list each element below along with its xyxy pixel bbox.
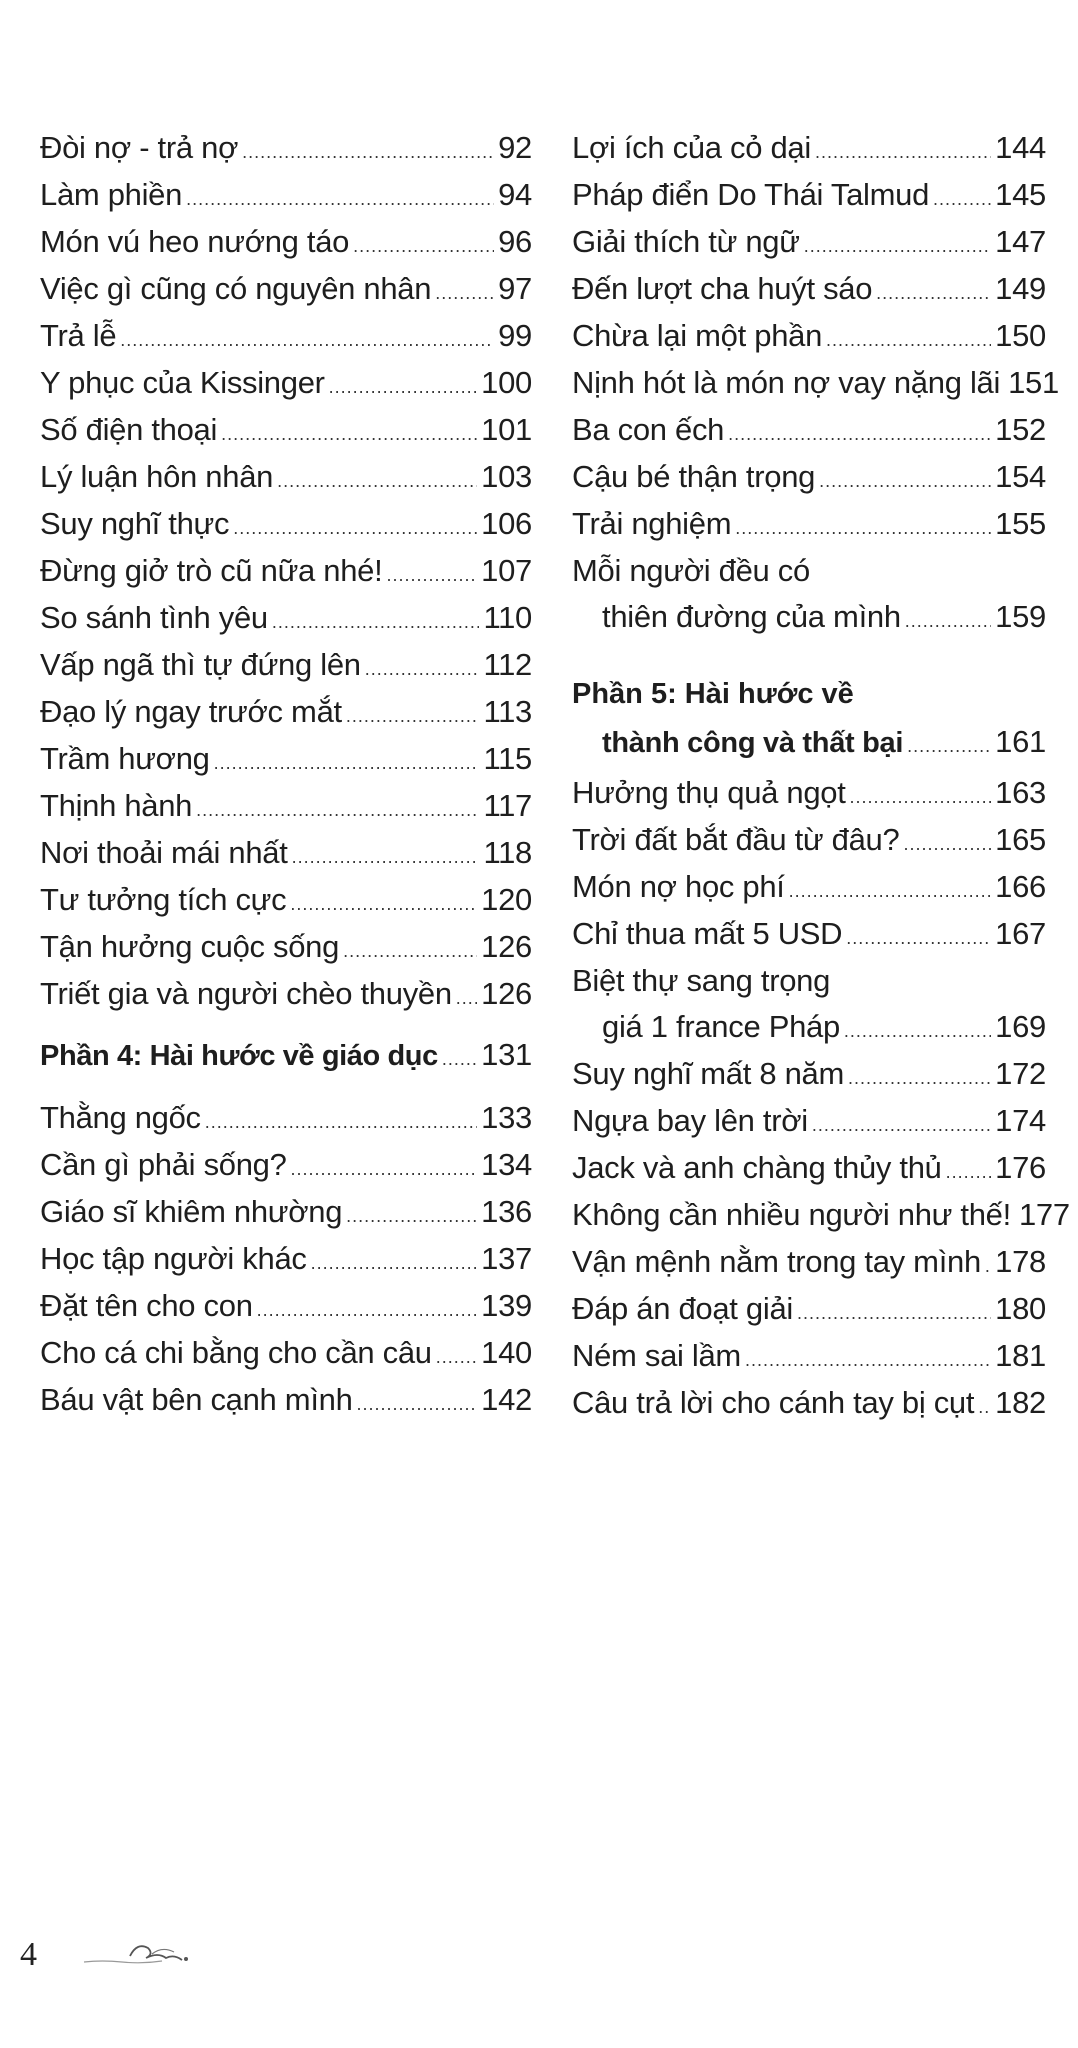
entry-page: 154 — [995, 459, 1046, 494]
toc-entry — [572, 1050, 1046, 1097]
entry-title: Làm phiền — [40, 177, 183, 212]
entry-title: Việc gì cũng có nguyên nhân — [40, 271, 432, 306]
toc-entry — [40, 1188, 532, 1235]
toc-entry — [40, 547, 532, 594]
entry-page: 139 — [481, 1288, 532, 1323]
entry-title: Trầm hương — [40, 741, 210, 776]
entry-title: Món nợ học phí — [572, 869, 785, 904]
entry-page: 169 — [995, 1009, 1046, 1044]
toc-entry — [40, 265, 532, 312]
entry-title-line2: thiên đường của mình — [602, 599, 901, 634]
entry-title: Ba con ếch — [572, 412, 725, 447]
toc-entry — [572, 1332, 1046, 1379]
entry-title: Tư tưởng tích cực — [40, 882, 287, 917]
toc-entry — [40, 829, 532, 876]
entry-title: Giải thích từ ngữ — [572, 224, 800, 259]
leader-dots — [819, 458, 991, 505]
entry-page: 110 — [483, 600, 532, 635]
entry-title: Ném sai lầm — [572, 1338, 741, 1373]
toc-entry — [40, 970, 532, 1017]
entry-title: Đạo lý ngay trước mắt — [40, 694, 342, 729]
entry-title: Suy nghĩ thực — [40, 506, 230, 541]
leader-dots — [789, 868, 992, 915]
entry-title: Thịnh hành — [40, 788, 193, 823]
leader-dots — [291, 1146, 478, 1193]
toc-entry — [572, 312, 1046, 359]
toc-entry — [40, 171, 532, 218]
entry-page: 176 — [995, 1150, 1046, 1185]
entry-page: 151 — [1008, 365, 1059, 400]
leader-dots — [848, 1055, 991, 1102]
entry-page: 117 — [483, 788, 532, 823]
leader-dots — [272, 599, 480, 646]
leader-dots — [735, 505, 991, 552]
toc-entry — [572, 218, 1046, 265]
entry-title-line1: Mỗi người đều có — [572, 553, 810, 588]
entry-title: Đến lượt cha huýt sáo — [572, 271, 873, 306]
leader-dots — [797, 1290, 991, 1337]
entry-page: 142 — [481, 1382, 532, 1417]
leader-dots — [343, 928, 477, 975]
leader-dots — [850, 774, 992, 821]
entry-page: 147 — [995, 224, 1046, 259]
leader-dots — [804, 223, 991, 270]
entry-page: 115 — [483, 741, 532, 776]
toc-entry-multiline — [572, 957, 1046, 1050]
leader-dots — [728, 411, 991, 458]
toc-entry — [40, 876, 532, 923]
entry-page: 167 — [995, 916, 1046, 951]
entry-page: 120 — [481, 882, 532, 917]
entry-page: 182 — [995, 1385, 1046, 1420]
toc-entry — [572, 265, 1046, 312]
entry-title: Ngựa bay lên trời — [572, 1103, 808, 1138]
entry-title: Tận hưởng cuộc sống — [40, 929, 340, 964]
entry-title: Không cần nhiều người như thế! — [572, 1197, 1011, 1232]
entry-title: Trải nghiệm — [572, 506, 732, 541]
leader-dots — [365, 646, 480, 693]
toc-entry — [572, 816, 1046, 863]
toc-entry — [572, 769, 1046, 816]
entry-page: 103 — [481, 459, 532, 494]
entry-title: Thằng ngốc — [40, 1100, 201, 1135]
toc-entry — [40, 359, 532, 406]
entry-page: 165 — [995, 822, 1046, 857]
leader-dots — [277, 458, 477, 505]
toc-right-column — [572, 124, 1070, 1426]
entry-page: 152 — [995, 412, 1046, 447]
entry-page: 145 — [995, 177, 1046, 212]
entry-page: 163 — [995, 775, 1046, 810]
toc-entry — [572, 1238, 1046, 1285]
leader-dots — [876, 270, 991, 317]
toc-list — [572, 1050, 1070, 1426]
entry-title: Lý luận hôn nhân — [40, 459, 274, 494]
entry-title: So sánh tình yêu — [40, 600, 268, 635]
leader-dots — [933, 176, 991, 223]
leader-dots — [903, 821, 991, 868]
toc-entry — [40, 500, 532, 547]
leader-dots — [292, 834, 480, 881]
entry-page: 97 — [498, 271, 532, 306]
section-title-line2: thành công và thất bại — [602, 727, 904, 759]
entry-title: Học tập người khác — [40, 1241, 307, 1276]
entry-page: 133 — [481, 1100, 532, 1135]
leader-dots — [745, 1337, 991, 1384]
entry-title: Lợi ích của cỏ dại — [572, 130, 811, 165]
leader-dots — [436, 1334, 477, 1381]
toc-entry — [572, 1097, 1046, 1144]
section-page: 131 — [481, 1037, 532, 1072]
entry-title: Cho cá chi bằng cho cần câu — [40, 1335, 432, 1370]
leader-dots — [120, 317, 494, 364]
entry-page: 178 — [995, 1244, 1046, 1279]
entry-page: 126 — [481, 929, 532, 964]
entry-page: 134 — [481, 1147, 532, 1182]
toc-entry — [572, 1191, 1070, 1238]
entry-page: 137 — [481, 1241, 532, 1276]
toc-entry — [572, 500, 1046, 547]
toc-list — [40, 1094, 532, 1423]
toc-entry — [572, 1379, 1046, 1426]
leader-dots — [221, 411, 477, 458]
entry-page: 107 — [481, 553, 532, 588]
toc-entry — [40, 1282, 532, 1329]
page-number: 4 — [20, 1936, 37, 1973]
entry-title: Trời đất bắt đầu từ đâu? — [572, 822, 900, 857]
toc-list — [572, 124, 1059, 547]
leader-dots — [907, 723, 991, 770]
leader-dots — [442, 1036, 477, 1083]
entry-page: 106 — [481, 506, 532, 541]
leader-dots — [386, 552, 477, 599]
toc-entry — [40, 782, 532, 829]
leader-dots — [257, 1287, 478, 1334]
toc-entry — [40, 406, 532, 453]
leader-dots — [978, 1384, 991, 1431]
leader-dots — [242, 129, 494, 176]
entry-page: 96 — [498, 224, 532, 259]
toc-list — [40, 124, 532, 1017]
entry-title-line2: giá 1 france Pháp — [602, 1009, 840, 1044]
leader-dots — [346, 1193, 477, 1240]
leader-dots — [905, 598, 991, 645]
toc-left-column — [40, 124, 532, 1423]
entry-page: 159 — [995, 599, 1046, 634]
entry-title: Cậu bé thận trọng — [572, 459, 816, 494]
entry-title: Vấp ngã thì tự đứng lên — [40, 647, 361, 682]
toc-entry — [40, 218, 532, 265]
entry-page: 150 — [995, 318, 1046, 353]
leader-dots — [186, 176, 494, 223]
entry-title: Đòi nợ - trả nợ — [40, 130, 239, 165]
entry-page: 174 — [995, 1103, 1046, 1138]
toc-entry — [572, 406, 1046, 453]
entry-page: 118 — [483, 835, 532, 870]
entry-title: Số điện thoại — [40, 412, 218, 447]
leader-dots — [233, 505, 477, 552]
entry-title: Đừng giở trò cũ nữa nhé! — [40, 553, 383, 588]
entry-page: 149 — [995, 271, 1046, 306]
toc-entry — [572, 863, 1046, 910]
entry-page: 99 — [498, 318, 532, 353]
section-page: 161 — [995, 724, 1046, 759]
entry-page: 113 — [483, 694, 532, 729]
toc-entry — [40, 1235, 532, 1282]
entry-page: 155 — [995, 506, 1046, 541]
leader-dots — [812, 1102, 991, 1149]
toc-entry — [40, 1329, 532, 1376]
entry-page: 136 — [481, 1194, 532, 1229]
toc-entry — [40, 1376, 532, 1423]
entry-title: Giáo sĩ khiêm nhường — [40, 1194, 343, 1229]
entry-page: 177 — [1018, 1197, 1070, 1232]
toc-entry — [572, 1285, 1046, 1332]
toc-entry — [572, 171, 1046, 218]
decorative-ornament-icon — [82, 1932, 232, 1972]
toc-entry-multiline — [572, 547, 1046, 640]
entry-page: 166 — [995, 869, 1046, 904]
entry-title: Chừa lại một phần — [572, 318, 823, 353]
entry-title-line1: Biệt thự sang trọng — [572, 963, 831, 998]
leader-dots — [346, 693, 480, 740]
entry-title: Suy nghĩ mất 8 năm — [572, 1056, 845, 1091]
entry-page: 172 — [995, 1056, 1046, 1091]
section-title-line1: Phần 5: Hài hước về — [572, 678, 854, 710]
leader-dots — [329, 364, 478, 411]
leader-dots — [196, 787, 479, 834]
entry-title: Chỉ thua mất 5 USD — [572, 916, 843, 951]
entry-page: 92 — [498, 130, 532, 165]
entry-title: Món vú heo nướng táo — [40, 224, 350, 259]
entry-title: Jack và anh chàng thủy thủ — [572, 1150, 942, 1185]
leader-dots — [290, 881, 477, 928]
toc-entry — [40, 312, 532, 359]
entry-title: Pháp điển Do Thái Talmud — [572, 177, 930, 212]
leader-dots — [946, 1149, 992, 1196]
entry-title: Vận mệnh nằm trong tay mình — [572, 1244, 981, 1279]
entry-page: 112 — [483, 647, 532, 682]
entry-page: 140 — [481, 1335, 532, 1370]
leader-dots — [846, 915, 991, 962]
toc-entry — [40, 923, 532, 970]
leader-dots — [815, 129, 991, 176]
leader-dots — [985, 1243, 991, 1290]
leader-dots — [435, 270, 494, 317]
toc-entry — [40, 735, 532, 782]
toc-entry — [40, 1141, 532, 1188]
leader-dots — [311, 1240, 478, 1287]
toc-list — [572, 769, 1046, 957]
entry-page: 126 — [481, 976, 532, 1011]
toc-entry — [572, 453, 1046, 500]
entry-page: 181 — [995, 1338, 1046, 1373]
toc-entry — [572, 359, 1059, 406]
leader-dots — [205, 1099, 477, 1146]
toc-entry — [40, 453, 532, 500]
toc-entry — [572, 1144, 1046, 1191]
entry-title: Câu trả lời cho cánh tay bị cụt — [572, 1385, 975, 1420]
entry-page: 94 — [498, 177, 532, 212]
leader-dots — [456, 975, 477, 1022]
entry-title: Hưởng thụ quả ngọt — [572, 775, 846, 810]
entry-page: 144 — [995, 130, 1046, 165]
toc-entry — [40, 124, 532, 171]
entry-title: Y phục của Kissinger — [40, 365, 325, 400]
leader-dots — [844, 1008, 991, 1055]
leader-dots — [826, 317, 991, 364]
leader-dots — [357, 1381, 478, 1428]
toc-entry — [572, 910, 1046, 957]
entry-title: Đáp án đoạt giải — [572, 1291, 793, 1326]
toc-entry — [40, 641, 532, 688]
entry-title: Nơi thoải mái nhất — [40, 835, 288, 870]
toc-entry — [40, 594, 532, 641]
leader-dots — [214, 740, 480, 787]
leader-dots — [353, 223, 494, 270]
toc-entry — [40, 688, 532, 735]
entry-title: Báu vật bên cạnh mình — [40, 1382, 353, 1417]
toc-entry — [40, 1094, 532, 1141]
entry-title: Trả lễ — [40, 318, 117, 353]
toc-section-heading — [572, 670, 1046, 765]
entry-title: Đặt tên cho con — [40, 1288, 253, 1323]
entry-page: 101 — [481, 412, 532, 447]
section-title: Phần 4: Hài hước về giáo dục — [40, 1040, 438, 1072]
entry-title: Cần gì phải sống? — [40, 1147, 287, 1182]
toc-entry — [572, 124, 1046, 171]
entry-title: Triết gia và người chèo thuyền — [40, 976, 452, 1011]
entry-page: 180 — [995, 1291, 1046, 1326]
entry-page: 100 — [481, 365, 532, 400]
entry-title: Nịnh hót là món nợ vay nặng lãi — [572, 365, 1001, 400]
toc-section-heading — [40, 1031, 532, 1078]
